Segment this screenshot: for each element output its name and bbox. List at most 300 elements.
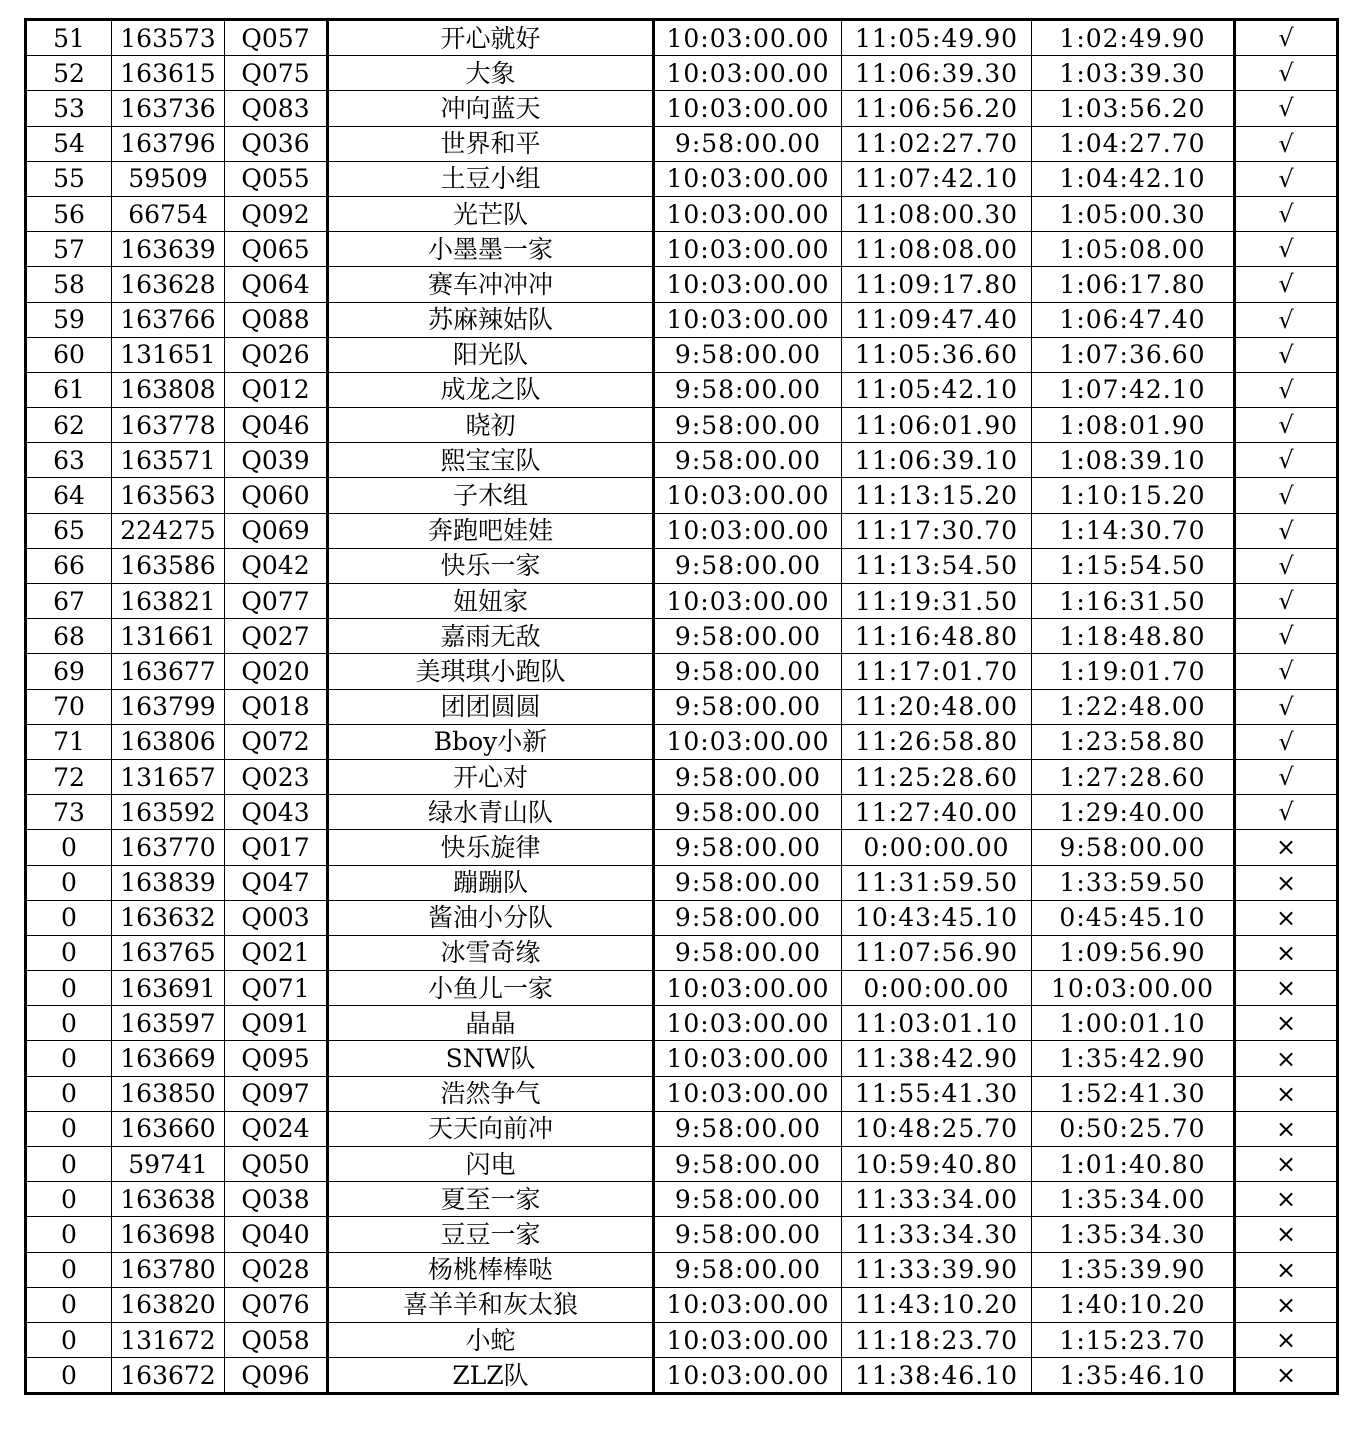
team-code-cell: Q024 <box>225 1111 328 1146</box>
results-table <box>24 18 1339 1395</box>
elapsed-time-cell: 1:52:41.30 <box>1032 1076 1235 1111</box>
bib-number-cell: 163632 <box>112 900 225 935</box>
team-code-cell: Q060 <box>225 478 328 513</box>
rank-cell: 0 <box>26 830 112 865</box>
table-row <box>26 1041 1338 1076</box>
start-time-cell: 10:03:00.00 <box>654 513 842 548</box>
team-name-cell: 绿水青山队 <box>328 795 654 830</box>
status-mark-cell: √ <box>1235 232 1338 267</box>
bib-number-cell: 163597 <box>112 1006 225 1041</box>
rank-cell: 56 <box>26 196 112 231</box>
team-code-cell: Q020 <box>225 654 328 689</box>
rank-cell: 51 <box>26 20 112 56</box>
rank-cell: 0 <box>26 1287 112 1322</box>
status-mark-cell: × <box>1235 1041 1338 1076</box>
finish-time-cell: 11:16:48.80 <box>842 619 1032 654</box>
finish-time-cell: 11:33:39.90 <box>842 1252 1032 1287</box>
elapsed-time-cell: 1:03:56.20 <box>1032 91 1235 126</box>
status-mark-cell: × <box>1235 1147 1338 1182</box>
elapsed-time-cell: 1:04:42.10 <box>1032 161 1235 196</box>
status-mark-cell: √ <box>1235 91 1338 126</box>
team-code-cell: Q046 <box>225 408 328 443</box>
elapsed-time-cell: 1:04:27.70 <box>1032 126 1235 161</box>
rank-cell: 0 <box>26 1111 112 1146</box>
finish-time-cell: 11:27:40.00 <box>842 795 1032 830</box>
rank-cell: 0 <box>26 935 112 970</box>
rank-cell: 64 <box>26 478 112 513</box>
team-name-cell: 熙宝宝队 <box>328 443 654 478</box>
results-body <box>26 20 1338 1394</box>
rank-cell: 63 <box>26 443 112 478</box>
start-time-cell: 10:03:00.00 <box>654 1287 842 1322</box>
table-row <box>26 302 1338 337</box>
team-name-cell: 成龙之队 <box>328 372 654 407</box>
start-time-cell: 9:58:00.00 <box>654 126 842 161</box>
bib-number-cell: 131651 <box>112 337 225 372</box>
status-mark-cell: √ <box>1235 513 1338 548</box>
elapsed-time-cell: 1:02:49.90 <box>1032 20 1235 56</box>
start-time-cell: 10:03:00.00 <box>654 20 842 56</box>
rank-cell: 0 <box>26 1358 112 1394</box>
rank-cell: 67 <box>26 584 112 619</box>
bib-number-cell: 163691 <box>112 971 225 1006</box>
table-row <box>26 724 1338 759</box>
status-mark-cell: √ <box>1235 267 1338 302</box>
team-code-cell: Q083 <box>225 91 328 126</box>
finish-time-cell: 11:20:48.00 <box>842 689 1032 724</box>
bib-number-cell: 163573 <box>112 20 225 56</box>
table-row <box>26 759 1338 794</box>
table-row <box>26 478 1338 513</box>
bib-number-cell: 163808 <box>112 372 225 407</box>
status-mark-cell: × <box>1235 1111 1338 1146</box>
rank-cell: 66 <box>26 548 112 583</box>
table-row <box>26 20 1338 56</box>
bib-number-cell: 163571 <box>112 443 225 478</box>
team-code-cell: Q042 <box>225 548 328 583</box>
rank-cell: 0 <box>26 1041 112 1076</box>
start-time-cell: 10:03:00.00 <box>654 161 842 196</box>
status-mark-cell: √ <box>1235 689 1338 724</box>
team-name-cell: 快乐一家 <box>328 548 654 583</box>
status-mark-cell: √ <box>1235 478 1338 513</box>
status-mark-cell: √ <box>1235 795 1338 830</box>
bib-number-cell: 131672 <box>112 1322 225 1357</box>
team-code-cell: Q097 <box>225 1076 328 1111</box>
bib-number-cell: 163615 <box>112 56 225 91</box>
start-time-cell: 9:58:00.00 <box>654 337 842 372</box>
rank-cell: 69 <box>26 654 112 689</box>
table-row <box>26 1182 1338 1217</box>
finish-time-cell: 11:08:00.30 <box>842 196 1032 231</box>
team-code-cell: Q050 <box>225 1147 328 1182</box>
elapsed-time-cell: 1:08:01.90 <box>1032 408 1235 443</box>
table-row <box>26 337 1338 372</box>
bib-number-cell: 131657 <box>112 759 225 794</box>
bib-number-cell: 163780 <box>112 1252 225 1287</box>
rank-cell: 71 <box>26 724 112 759</box>
elapsed-time-cell: 0:45:45.10 <box>1032 900 1235 935</box>
elapsed-time-cell: 1:10:15.20 <box>1032 478 1235 513</box>
elapsed-time-cell: 1:14:30.70 <box>1032 513 1235 548</box>
start-time-cell: 9:58:00.00 <box>654 900 842 935</box>
team-name-cell: 喜羊羊和灰太狼 <box>328 1287 654 1322</box>
bib-number-cell: 163563 <box>112 478 225 513</box>
start-time-cell: 9:58:00.00 <box>654 443 842 478</box>
bib-number-cell: 59741 <box>112 1147 225 1182</box>
start-time-cell: 10:03:00.00 <box>654 724 842 759</box>
team-code-cell: Q026 <box>225 337 328 372</box>
team-code-cell: Q076 <box>225 1287 328 1322</box>
finish-time-cell: 0:00:00.00 <box>842 971 1032 1006</box>
status-mark-cell: √ <box>1235 724 1338 759</box>
finish-time-cell: 11:18:23.70 <box>842 1322 1032 1357</box>
start-time-cell: 9:58:00.00 <box>654 619 842 654</box>
team-code-cell: Q012 <box>225 372 328 407</box>
start-time-cell: 10:03:00.00 <box>654 1041 842 1076</box>
status-mark-cell: √ <box>1235 443 1338 478</box>
team-code-cell: Q043 <box>225 795 328 830</box>
status-mark-cell: × <box>1235 830 1338 865</box>
table-row <box>26 1322 1338 1357</box>
team-code-cell: Q088 <box>225 302 328 337</box>
rank-cell: 0 <box>26 900 112 935</box>
table-row <box>26 619 1338 654</box>
bib-number-cell: 163778 <box>112 408 225 443</box>
elapsed-time-cell: 10:03:00.00 <box>1032 971 1235 1006</box>
status-mark-cell: × <box>1235 1252 1338 1287</box>
team-name-cell: 闪电 <box>328 1147 654 1182</box>
finish-time-cell: 11:06:39.30 <box>842 56 1032 91</box>
finish-time-cell: 11:07:42.10 <box>842 161 1032 196</box>
elapsed-time-cell: 1:06:17.80 <box>1032 267 1235 302</box>
table-row <box>26 372 1338 407</box>
start-time-cell: 9:58:00.00 <box>654 408 842 443</box>
table-row <box>26 654 1338 689</box>
team-name-cell: ZLZ队 <box>328 1358 654 1394</box>
team-name-cell: 开心对 <box>328 759 654 794</box>
table-row <box>26 1252 1338 1287</box>
finish-time-cell: 11:33:34.30 <box>842 1217 1032 1252</box>
start-time-cell: 9:58:00.00 <box>654 1111 842 1146</box>
table-row <box>26 443 1338 478</box>
start-time-cell: 10:03:00.00 <box>654 232 842 267</box>
team-name-cell: 妞妞家 <box>328 584 654 619</box>
start-time-cell: 10:03:00.00 <box>654 1322 842 1357</box>
team-code-cell: Q003 <box>225 900 328 935</box>
elapsed-time-cell: 1:35:42.90 <box>1032 1041 1235 1076</box>
table-row <box>26 1147 1338 1182</box>
elapsed-time-cell: 1:19:01.70 <box>1032 654 1235 689</box>
elapsed-time-cell: 1:40:10.20 <box>1032 1287 1235 1322</box>
status-mark-cell: × <box>1235 1322 1338 1357</box>
table-row <box>26 91 1338 126</box>
team-name-cell: 世界和平 <box>328 126 654 161</box>
status-mark-cell: × <box>1235 935 1338 970</box>
rank-cell: 0 <box>26 1182 112 1217</box>
finish-time-cell: 11:31:59.50 <box>842 865 1032 900</box>
elapsed-time-cell: 1:35:39.90 <box>1032 1252 1235 1287</box>
rank-cell: 0 <box>26 1252 112 1287</box>
finish-time-cell: 11:17:30.70 <box>842 513 1032 548</box>
finish-time-cell: 11:08:08.00 <box>842 232 1032 267</box>
elapsed-time-cell: 1:23:58.80 <box>1032 724 1235 759</box>
status-mark-cell: × <box>1235 1076 1338 1111</box>
bib-number-cell: 66754 <box>112 196 225 231</box>
table-row <box>26 548 1338 583</box>
start-time-cell: 10:03:00.00 <box>654 478 842 513</box>
team-name-cell: 蹦蹦队 <box>328 865 654 900</box>
bib-number-cell: 163796 <box>112 126 225 161</box>
status-mark-cell: √ <box>1235 126 1338 161</box>
start-time-cell: 10:03:00.00 <box>654 1358 842 1394</box>
start-time-cell: 10:03:00.00 <box>654 196 842 231</box>
elapsed-time-cell: 1:18:48.80 <box>1032 619 1235 654</box>
team-name-cell: 小墨墨一家 <box>328 232 654 267</box>
rank-cell: 65 <box>26 513 112 548</box>
elapsed-time-cell: 1:35:46.10 <box>1032 1358 1235 1394</box>
table-row <box>26 1217 1338 1252</box>
table-row <box>26 900 1338 935</box>
elapsed-time-cell: 1:22:48.00 <box>1032 689 1235 724</box>
finish-time-cell: 11:05:36.60 <box>842 337 1032 372</box>
team-code-cell: Q071 <box>225 971 328 1006</box>
start-time-cell: 9:58:00.00 <box>654 689 842 724</box>
team-name-cell: Bboy小新 <box>328 724 654 759</box>
start-time-cell: 9:58:00.00 <box>654 830 842 865</box>
team-code-cell: Q095 <box>225 1041 328 1076</box>
rank-cell: 0 <box>26 1147 112 1182</box>
elapsed-time-cell: 1:08:39.10 <box>1032 443 1235 478</box>
team-name-cell: 苏麻辣姑队 <box>328 302 654 337</box>
start-time-cell: 9:58:00.00 <box>654 548 842 583</box>
rank-cell: 60 <box>26 337 112 372</box>
team-code-cell: Q036 <box>225 126 328 161</box>
start-time-cell: 9:58:00.00 <box>654 1182 842 1217</box>
rank-cell: 73 <box>26 795 112 830</box>
bib-number-cell: 163799 <box>112 689 225 724</box>
finish-time-cell: 11:03:01.10 <box>842 1006 1032 1041</box>
team-name-cell: 小鱼儿一家 <box>328 971 654 1006</box>
finish-time-cell: 11:13:15.20 <box>842 478 1032 513</box>
table-row <box>26 865 1338 900</box>
finish-time-cell: 10:43:45.10 <box>842 900 1032 935</box>
status-mark-cell: × <box>1235 865 1338 900</box>
rank-cell: 70 <box>26 689 112 724</box>
bib-number-cell: 163586 <box>112 548 225 583</box>
finish-time-cell: 11:13:54.50 <box>842 548 1032 583</box>
team-code-cell: Q027 <box>225 619 328 654</box>
rank-cell: 58 <box>26 267 112 302</box>
elapsed-time-cell: 1:15:54.50 <box>1032 548 1235 583</box>
team-name-cell: SNW队 <box>328 1041 654 1076</box>
rank-cell: 0 <box>26 1006 112 1041</box>
rank-cell: 52 <box>26 56 112 91</box>
team-name-cell: 夏至一家 <box>328 1182 654 1217</box>
start-time-cell: 9:58:00.00 <box>654 1147 842 1182</box>
finish-time-cell: 11:07:56.90 <box>842 935 1032 970</box>
team-code-cell: Q021 <box>225 935 328 970</box>
table-row <box>26 1111 1338 1146</box>
team-name-cell: 晓初 <box>328 408 654 443</box>
table-row <box>26 830 1338 865</box>
team-name-cell: 奔跑吧娃娃 <box>328 513 654 548</box>
team-name-cell: 光芒队 <box>328 196 654 231</box>
start-time-cell: 9:58:00.00 <box>654 935 842 970</box>
status-mark-cell: √ <box>1235 20 1338 56</box>
finish-time-cell: 11:43:10.20 <box>842 1287 1032 1322</box>
team-code-cell: Q064 <box>225 267 328 302</box>
team-code-cell: Q017 <box>225 830 328 865</box>
table-row <box>26 1358 1338 1394</box>
table-row <box>26 689 1338 724</box>
table-row <box>26 935 1338 970</box>
elapsed-time-cell: 0:50:25.70 <box>1032 1111 1235 1146</box>
team-name-cell: 嘉雨无敌 <box>328 619 654 654</box>
team-code-cell: Q069 <box>225 513 328 548</box>
rank-cell: 0 <box>26 1076 112 1111</box>
status-mark-cell: √ <box>1235 56 1338 91</box>
bib-number-cell: 59509 <box>112 161 225 196</box>
team-name-cell: 快乐旋律 <box>328 830 654 865</box>
elapsed-time-cell: 1:35:34.00 <box>1032 1182 1235 1217</box>
team-name-cell: 开心就好 <box>328 20 654 56</box>
status-mark-cell: √ <box>1235 302 1338 337</box>
team-name-cell: 杨桃棒棒哒 <box>328 1252 654 1287</box>
finish-time-cell: 11:02:27.70 <box>842 126 1032 161</box>
team-name-cell: 天天向前冲 <box>328 1111 654 1146</box>
table-row <box>26 267 1338 302</box>
start-time-cell: 9:58:00.00 <box>654 654 842 689</box>
team-name-cell: 冰雪奇缘 <box>328 935 654 970</box>
team-code-cell: Q023 <box>225 759 328 794</box>
team-code-cell: Q038 <box>225 1182 328 1217</box>
status-mark-cell: √ <box>1235 548 1338 583</box>
team-code-cell: Q047 <box>225 865 328 900</box>
status-mark-cell: √ <box>1235 654 1338 689</box>
start-time-cell: 10:03:00.00 <box>654 971 842 1006</box>
finish-time-cell: 11:55:41.30 <box>842 1076 1032 1111</box>
status-mark-cell: × <box>1235 1287 1338 1322</box>
team-code-cell: Q040 <box>225 1217 328 1252</box>
bib-number-cell: 163736 <box>112 91 225 126</box>
rank-cell: 62 <box>26 408 112 443</box>
bib-number-cell: 163820 <box>112 1287 225 1322</box>
rank-cell: 59 <box>26 302 112 337</box>
start-time-cell: 10:03:00.00 <box>654 302 842 337</box>
team-code-cell: Q075 <box>225 56 328 91</box>
team-name-cell: 大象 <box>328 56 654 91</box>
bib-number-cell: 163821 <box>112 584 225 619</box>
team-name-cell: 浩然争气 <box>328 1076 654 1111</box>
rank-cell: 54 <box>26 126 112 161</box>
bib-number-cell: 163672 <box>112 1358 225 1394</box>
team-code-cell: Q057 <box>225 20 328 56</box>
elapsed-time-cell: 1:05:00.30 <box>1032 196 1235 231</box>
start-time-cell: 9:58:00.00 <box>654 1252 842 1287</box>
bib-number-cell: 163638 <box>112 1182 225 1217</box>
finish-time-cell: 11:17:01.70 <box>842 654 1032 689</box>
rank-cell: 0 <box>26 1322 112 1357</box>
bib-number-cell: 163765 <box>112 935 225 970</box>
status-mark-cell: × <box>1235 1182 1338 1217</box>
team-name-cell: 赛车冲冲冲 <box>328 267 654 302</box>
finish-time-cell: 11:06:39.10 <box>842 443 1032 478</box>
start-time-cell: 10:03:00.00 <box>654 267 842 302</box>
elapsed-time-cell: 1:27:28.60 <box>1032 759 1235 794</box>
bib-number-cell: 163850 <box>112 1076 225 1111</box>
status-mark-cell: √ <box>1235 161 1338 196</box>
status-mark-cell: √ <box>1235 372 1338 407</box>
team-name-cell: 子木组 <box>328 478 654 513</box>
rank-cell: 0 <box>26 971 112 1006</box>
bib-number-cell: 131661 <box>112 619 225 654</box>
team-code-cell: Q092 <box>225 196 328 231</box>
start-time-cell: 10:03:00.00 <box>654 1076 842 1111</box>
elapsed-time-cell: 1:29:40.00 <box>1032 795 1235 830</box>
table-row <box>26 56 1338 91</box>
status-mark-cell: √ <box>1235 337 1338 372</box>
table-row <box>26 1006 1338 1041</box>
start-time-cell: 10:03:00.00 <box>654 56 842 91</box>
status-mark-cell: × <box>1235 1006 1338 1041</box>
finish-time-cell: 11:06:56.20 <box>842 91 1032 126</box>
team-code-cell: Q096 <box>225 1358 328 1394</box>
bib-number-cell: 224275 <box>112 513 225 548</box>
table-row <box>26 408 1338 443</box>
team-code-cell: Q058 <box>225 1322 328 1357</box>
rank-cell: 61 <box>26 372 112 407</box>
finish-time-cell: 11:38:46.10 <box>842 1358 1032 1394</box>
table-row <box>26 513 1338 548</box>
bib-number-cell: 163770 <box>112 830 225 865</box>
table-row <box>26 126 1338 161</box>
status-mark-cell: √ <box>1235 196 1338 231</box>
status-mark-cell: √ <box>1235 584 1338 619</box>
elapsed-time-cell: 1:16:31.50 <box>1032 584 1235 619</box>
status-mark-cell: √ <box>1235 619 1338 654</box>
team-name-cell: 豆豆一家 <box>328 1217 654 1252</box>
finish-time-cell: 10:48:25.70 <box>842 1111 1032 1146</box>
bib-number-cell: 163660 <box>112 1111 225 1146</box>
finish-time-cell: 11:09:47.40 <box>842 302 1032 337</box>
elapsed-time-cell: 9:58:00.00 <box>1032 830 1235 865</box>
start-time-cell: 9:58:00.00 <box>654 795 842 830</box>
rank-cell: 72 <box>26 759 112 794</box>
table-row <box>26 1287 1338 1322</box>
elapsed-time-cell: 1:09:56.90 <box>1032 935 1235 970</box>
team-name-cell: 小蛇 <box>328 1322 654 1357</box>
rank-cell: 57 <box>26 232 112 267</box>
status-mark-cell: × <box>1235 1358 1338 1394</box>
team-code-cell: Q018 <box>225 689 328 724</box>
bib-number-cell: 163839 <box>112 865 225 900</box>
elapsed-time-cell: 1:35:34.30 <box>1032 1217 1235 1252</box>
finish-time-cell: 0:00:00.00 <box>842 830 1032 865</box>
bib-number-cell: 163592 <box>112 795 225 830</box>
start-time-cell: 9:58:00.00 <box>654 372 842 407</box>
team-code-cell: Q028 <box>225 1252 328 1287</box>
rank-cell: 0 <box>26 1217 112 1252</box>
bib-number-cell: 163669 <box>112 1041 225 1076</box>
status-mark-cell: √ <box>1235 408 1338 443</box>
finish-time-cell: 11:33:34.00 <box>842 1182 1032 1217</box>
start-time-cell: 10:03:00.00 <box>654 1006 842 1041</box>
finish-time-cell: 11:38:42.90 <box>842 1041 1032 1076</box>
finish-time-cell: 11:25:28.60 <box>842 759 1032 794</box>
status-mark-cell: × <box>1235 971 1338 1006</box>
start-time-cell: 9:58:00.00 <box>654 759 842 794</box>
